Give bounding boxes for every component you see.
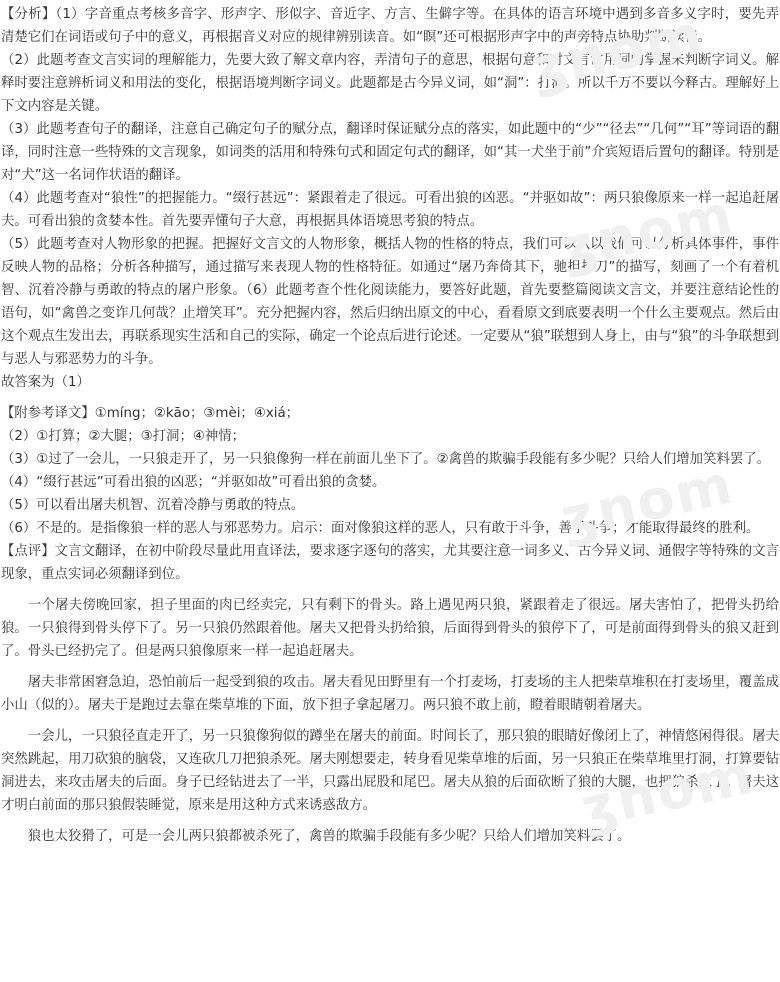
comment-paragraph: 【点评】文言文翻译，在初中阶段尽量此用直译法，要求逐字逐句的落实，尤其要注意一词多义、古今异义词、通假字等特殊的文言现象，重点实词必须翻译到位。 xyxy=(1,544,780,582)
reference-section xyxy=(1,402,779,540)
reference-answer-2: （2）①打算；②大腿；③打洞；④神情； xyxy=(1,429,246,444)
reference-answer-5: （5）可以看出屠夫机智、沉着冷静与勇敢的特点。 xyxy=(1,498,305,513)
reference-tag: 【附参考译文】 xyxy=(1,406,95,421)
translation-paragraph-4: 狼也太狡猾了，可是一会儿两只狼都被杀死了，禽兽的欺骗手段能有多少呢？只给人们增加笑料罢了。 xyxy=(27,829,631,844)
analysis-paragraph-5: （5）此题考查对人物形象的把握。把握好文言文的人物形象，概括人物的性格的特点，我们可以从以我们可以分析具体事件，事件反映人物的品格；分析各种描写，通过描写来表现人物的性格特征。如通过“屠乃奔倚其下，驰担持刀”的描写，刻画了一个有着机智、沉着冷静与勇敢的特点的屠户形象。（6）此题考查个性化阅读能力，要答好此题，首先要整篇阅读文言文，并要注意结论性的语句，如“禽兽之变诈几何哉？止增笑耳”。充分把握内容，然后归纳出原文的中心，看看原文到底要表明一个什么主要观点。然后由这个观点生发出去，再联系现实生活和自己的实际，确定一个论点后进行论述。一定要从“狼”联想到人身上，由与“狼”的斗争联想到与恶人与邪恶势力的斗争。 xyxy=(1,237,779,367)
translation-section xyxy=(1,594,779,848)
reference-answer-4: （4）“缀行甚远”可看出狼的凶恶；“并驱如故”可看出狼的贪婪。 xyxy=(1,475,386,490)
analysis-paragraph-1: 【分析】（1）字音重点考核多音字、形声字、形似字、音近字、方言、生僻字等。在具体的语言环境中遇到多音多义字时，要先弄清楚它们在词语或句子中的意义，再根据音义对应的规律辨别读音。如“瞑”还可根据形声字中的声旁特点协助判断读音。 xyxy=(1,7,779,45)
comment-tag: 【点评】 xyxy=(1,544,55,559)
translation-paragraph-1: 一个屠夫傍晚回家，担子里面的肉已经卖完，只有剩下的骨头。路上遇见两只狼，紧跟着走了很远。屠夫害怕了，把骨头扔给狼。一只狼得到骨头停下了。另一只狼仍然跟着他。屠夫又把骨头扔给狼，后面得到骨头的狼停下了，可是前面得到骨头的狼又赶到了。骨头已经扔完了。但是两只狼像原来一样一起追赶屠夫。 xyxy=(1,598,779,659)
watermark: ʒnom xyxy=(555,452,740,551)
watermark: ʒnom xyxy=(555,182,740,281)
translation-paragraph-2: 屠夫非常困窘急迫，恐怕前后一起受到狼的攻击。屠夫看见田野里有一个打麦场，打麦场的主人把柴草堆积在打麦场里，覆盖成小山（似的）。屠夫于是跑过去靠在柴草堆的下面，放下担子拿起屠刀。两只狼不敢上前，瞪着眼睛朝着屠夫。 xyxy=(1,675,779,713)
analysis-paragraph-2: （2）此题考查文言实词的理解能力，先要大致了解文章内容，弄清句子的意思，根据句意和对文言常用词的掌握来判断字词义。解释时要注意辨析词义和用法的变化，根据语境判断字词义。此题都是古今异义词，如“洞”：打洞。所以千万不要以今释古。理解好上下文内容是关键。 xyxy=(1,53,779,114)
translation-paragraph-3: 一会儿，一只狼径直走开了，另一只狼像狗似的蹲坐在屠夫的前面。时间长了，那只狼的眼睛好像闭上了，神情悠闲得很。屠夫突然跳起，用刀砍狼的脑袋，又连砍几刀把狼杀死。屠夫刚想要走，转身看见柴草堆的后面，另一只狼正在柴草堆里打洞，打算要钻洞进去，来攻击屠夫的后面。身子已经钻进去了一半，只露出屁股和尾巴。屠夫从狼的后面砍断了狼的大腿，也把狼杀死了。屠夫这才明白前面的那只狼假装睡觉，原来是用这种方式来诱惑敌方。 xyxy=(1,729,779,813)
reference-answer-6: （6）不是的。是指像狼一样的恶人与邪恶势力。启示：面对像狼这样的恶人，只有敢于斗争，善于斗争；才能取得最终的胜利。 xyxy=(1,521,760,536)
analysis-section xyxy=(1,3,779,394)
analysis-paragraph-4: （4）此题考查对“狼性”的把握能力。“缀行甚远”：紧跟着走了很远。可看出狼的凶恶。“并驱如故”：两只狼像原来一样一起追赶屠夫。可看出狼的贪婪本性。首先要弄懂句子大意，再根据具体语境思考狼的特点。 xyxy=(1,191,779,229)
comment-section xyxy=(1,540,779,586)
watermark: ʒnom xyxy=(575,742,760,841)
reference-answer-1: 【附参考译文】①míng；②kāo；③mèi；④xiá； xyxy=(1,406,300,421)
watermark: ʒnom xyxy=(525,2,710,101)
analysis-tag: 【分析】 xyxy=(1,7,56,22)
answer-lead: 故答案为（1） xyxy=(1,375,90,390)
analysis-paragraph-3: （3）此题考查句子的翻译，注意自己确定句子的赋分点，翻译时保证赋分点的落实，如此题中的“少”“径去”“几何”“耳”等词语的翻译，同时注意一些特殊的文言现象，如词类的活用和特殊句式和固定句式的翻译，如“其一犬坐于前”介宾短语后置句的翻译。特别是对“犬”这一名词作状语的翻译。 xyxy=(1,122,779,183)
reference-answer-3: （3）①过了一会儿，一只狼走开了，另一只狼像狗一样在前面儿坐下了。②禽兽的欺骗手段能有多少呢？只给人们增加笑料罢了。 xyxy=(1,452,771,467)
